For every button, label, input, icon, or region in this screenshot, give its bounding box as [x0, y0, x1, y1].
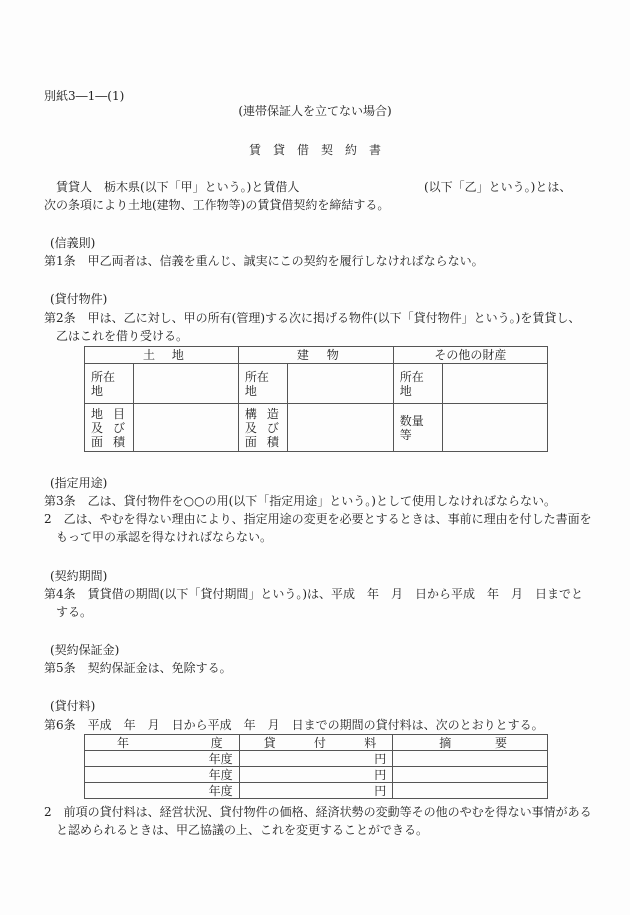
header-building — [238, 347, 393, 364]
label-char: 面 — [244, 434, 257, 449]
header-other-property: その他の財産 — [393, 347, 547, 364]
fee-table-row — [85, 767, 548, 783]
article-1-line: 第1条 甲乙両者は、信義を重んじ、誠実にこの契約を履行しなければならない。 — [44, 254, 484, 268]
rental-fee-cell: 円 — [239, 751, 393, 767]
property-table — [84, 346, 548, 452]
fiscal-year-cell: 年度 — [85, 767, 240, 783]
fee-table-row — [85, 751, 548, 767]
building-location-label: 所在地 — [238, 364, 287, 404]
land-category-area-label — [85, 404, 134, 452]
other-quantity-label: 数量等 — [393, 404, 442, 452]
header-fiscal-year — [85, 735, 240, 751]
article-2-line: 第2条 甲は、乙に対し、甲の所有(管理)する次に掲げる物件(以下「貸付物件」という。)を賃貸し、 — [44, 311, 581, 325]
label-char: び — [266, 420, 279, 435]
other-location-label: 所在地 — [393, 364, 442, 404]
header-remarks — [393, 735, 548, 751]
article-2-line: 乙はこれを借り受ける。 — [56, 329, 189, 343]
property-table-header-row — [85, 347, 548, 364]
land-location-label: 所在地 — [85, 364, 134, 404]
header-char: 摘 — [439, 735, 452, 750]
property-table-row — [85, 404, 548, 452]
article-6-para2-line: 2 前項の貸付料は、経営状況、貸付物件の価格、経済状勢の変動等その他のやむを得ない事情がある — [44, 805, 592, 819]
appendix-label: 別紙3―1―(1) — [44, 89, 125, 103]
remarks-cell — [393, 751, 548, 767]
preamble-line-2: 次の条項により土地(建物、工作物等)の賃貸借契約を締結する。 — [44, 198, 390, 212]
label-char: 積 — [112, 434, 125, 449]
article-3-heading: (指定用途) — [50, 476, 108, 490]
fee-table — [84, 734, 548, 799]
land-category-area-value — [133, 404, 238, 452]
header-land-char: 地 — [171, 348, 184, 362]
article-4-line: 第4条 賃貸借の期間(以下「貸付期間」という。)は、平成 年 月 日から平成 年 月 日までと — [44, 587, 584, 601]
label-char: 造 — [266, 406, 279, 421]
article-4-heading: (契約期間) — [50, 569, 108, 583]
other-location-value — [442, 364, 547, 404]
document-subtitle: (連帯保証人を立てない場合) — [238, 104, 392, 118]
label-char: 構 — [244, 406, 257, 421]
article-5-line: 第5条 契約保証金は、免除する。 — [44, 661, 232, 675]
header-char: 要 — [494, 735, 507, 750]
article-2-heading: (貸付物件) — [50, 292, 108, 306]
rental-fee-cell: 円 — [239, 767, 393, 783]
land-location-value — [133, 364, 238, 404]
preamble-line-1a: 賃貸人 栃木県(以下「甲」という。)と賃借人 — [56, 180, 300, 194]
header-char: 付 — [313, 735, 326, 750]
preamble-line-1b: (以下「乙」という。)とは、 — [424, 180, 572, 194]
article-6-line: 第6条 平成 年 月 日から平成 年 月 日までの期間の貸付料は、次のとおりとする。 — [44, 718, 544, 732]
header-land-char: 土 — [143, 348, 156, 362]
article-6-para2-line: と認められるときは、甲乙協議の上、これを変更することができる。 — [56, 823, 429, 837]
article-3-line: もって甲の承認を得なければならない。 — [56, 530, 273, 544]
label-char: 地 — [91, 406, 104, 421]
rental-fee-cell: 円 — [239, 783, 393, 799]
article-3-line: 2 乙は、やむを得ない理由により、指定用途の変更を必要とするときは、事前に理由を付した書面を — [44, 512, 592, 526]
article-5-heading: (契約保証金) — [50, 643, 120, 657]
label-char: 及 — [244, 420, 257, 435]
header-land — [85, 347, 239, 364]
remarks-cell — [393, 783, 548, 799]
header-char: 貸 — [263, 735, 276, 750]
fee-table-row — [85, 783, 548, 799]
header-rental-fee — [239, 735, 393, 751]
other-quantity-value — [442, 404, 547, 452]
label-char: 面 — [91, 434, 104, 449]
fee-table-header-row — [85, 735, 548, 751]
document-title: 賃 貸 借 契 約 書 — [248, 143, 381, 157]
building-structure-area-label — [238, 404, 287, 452]
property-table-row — [85, 364, 548, 404]
article-3-line: 第3条 乙は、貸付物件を○○の用(以下「指定用途」という。)として使用しなければならない。 — [44, 494, 556, 508]
label-char: 目 — [112, 406, 125, 421]
header-char: 度 — [210, 735, 223, 750]
remarks-cell — [393, 767, 548, 783]
article-1-heading: (信義則) — [50, 236, 96, 250]
article-4-line: する。 — [56, 605, 93, 619]
fiscal-year-cell: 年度 — [85, 751, 240, 767]
fiscal-year-cell: 年度 — [85, 783, 240, 799]
building-location-value — [287, 364, 393, 404]
header-building-char: 建 — [296, 348, 309, 362]
label-char: 積 — [266, 434, 279, 449]
header-building-char: 物 — [326, 348, 339, 362]
header-char: 年 — [117, 735, 130, 750]
building-structure-area-value — [287, 404, 393, 452]
header-char: 料 — [364, 735, 377, 750]
article-6-heading: (貸付料) — [50, 699, 96, 713]
label-char: び — [112, 420, 125, 435]
label-char: 及 — [91, 420, 104, 435]
